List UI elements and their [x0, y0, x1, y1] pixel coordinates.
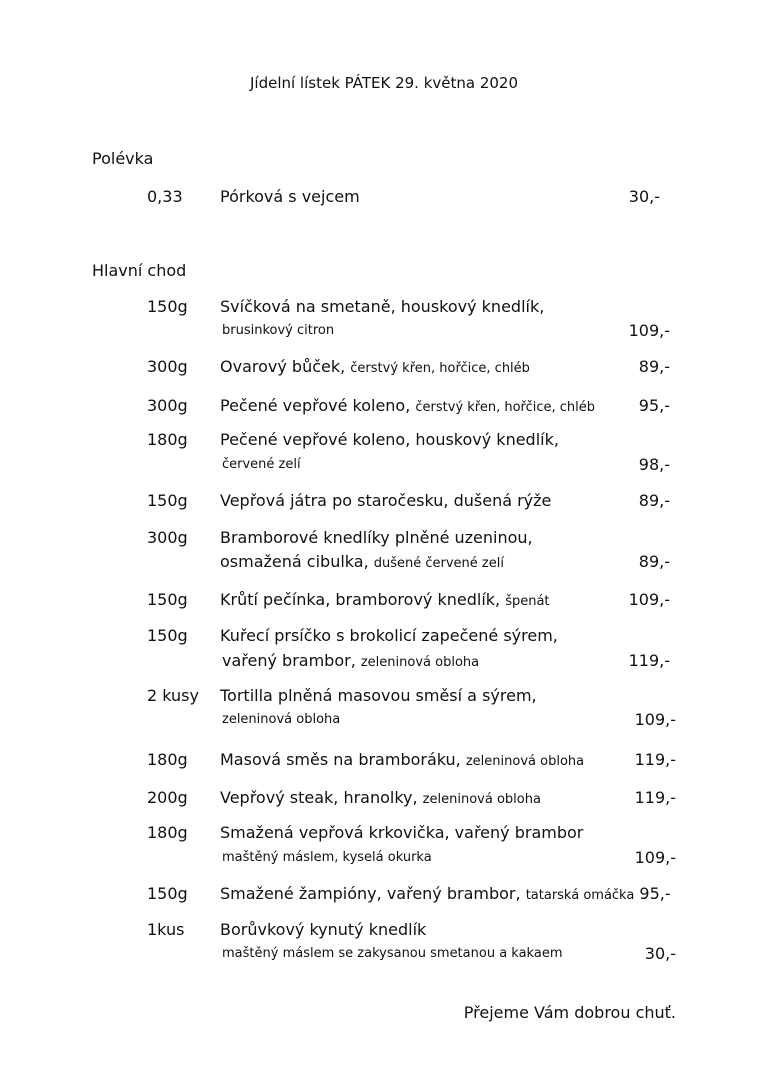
- section-heading-main: Hlavní chod: [92, 261, 187, 280]
- dish-sides: zeleninová obloha: [422, 792, 541, 807]
- dish-name: Pečené vepřové koleno, houskový knedlík,: [220, 430, 559, 449]
- soup-price: 30,-: [628, 187, 660, 206]
- closing-wish: Přejeme Vám dobrou chuť.: [463, 1003, 676, 1022]
- dish-price: 109,-: [634, 710, 676, 729]
- dish-name: Masová směs na bramboráku, zeleninová obloha: [220, 750, 585, 769]
- dish-qty: 150g: [147, 297, 188, 316]
- dish-qty: 300g: [147, 396, 188, 415]
- dish-qty: 200g: [147, 788, 188, 807]
- dish-sides: špenát: [505, 594, 550, 609]
- dish-price: 119,-: [628, 651, 670, 670]
- dish-price: 89,-: [638, 357, 670, 376]
- dish-price: 95,-: [638, 396, 670, 415]
- dish-price: 109,-: [628, 321, 670, 340]
- dish-sides: maštěný máslem, kyselá okurka: [222, 850, 432, 865]
- dish-name: Bramborové knedlíky plněné uzeninou,: [220, 528, 533, 547]
- dish-sides: osmažená cibulka, dušené červené zelí: [220, 552, 504, 571]
- dish-name: Vepřová játra po staročesku, dušená rýže: [220, 491, 552, 510]
- dish-price: 98,-: [638, 455, 670, 474]
- dish-price: 95,-: [639, 884, 671, 903]
- soup-name: Pórková s vejcem: [220, 187, 360, 206]
- dish-name: Tortilla plněná masovou směsí a sýrem,: [220, 686, 537, 705]
- dish-qty: 150g: [147, 491, 188, 510]
- dish-qty: 300g: [147, 357, 188, 376]
- dish-price: 89,-: [638, 491, 670, 510]
- dish-qty: 180g: [147, 823, 188, 842]
- dish-name: Borůvkový kynutý knedlík: [220, 920, 427, 939]
- soup-qty: 0,33: [147, 187, 183, 206]
- dish-sides: vařený brambor, zeleninová obloha: [222, 651, 480, 670]
- dish-qty: 1kus: [147, 920, 185, 939]
- section-heading-soup: Polévka: [92, 149, 154, 168]
- dish-qty: 150g: [147, 590, 188, 609]
- dish-sides: zeleninová obloha: [465, 754, 585, 769]
- dish-sides: tatarská omáčka: [525, 888, 635, 903]
- dish-price: 109,-: [634, 848, 676, 867]
- dish-name: Smažená vepřová krkovička, vařený brambor: [220, 823, 584, 842]
- dish-name: Ovarový bůček, čerstvý křen, hořčice, chléb: [220, 357, 530, 376]
- dish-name: Pečené vepřové koleno, čerstvý křen, hořčice, chléb: [220, 396, 596, 415]
- dish-qty: 150g: [147, 884, 188, 903]
- dish-qty: 2 kusy: [147, 686, 199, 705]
- dish-name: Vepřový steak, hranolky, zeleninová obloha: [220, 788, 541, 807]
- dish-name: Krůtí pečínka, bramborový knedlík, špenát: [220, 590, 550, 609]
- dish-name: Svíčková na smetaně, houskový knedlík,: [220, 297, 545, 316]
- dish-qty: 150g: [147, 626, 188, 645]
- dish-sides: červené zelí: [222, 457, 301, 472]
- dish-qty: 180g: [147, 750, 188, 769]
- dish-sides: čerstvý křen, hořčice, chléb: [415, 400, 596, 415]
- menu-title: Jídelní lístek PÁTEK 29. května 2020: [249, 74, 519, 92]
- dish-price: 119,-: [634, 750, 676, 769]
- dish-name: Kuřecí prsíčko s brokolicí zapečené sýrem,: [220, 626, 558, 645]
- dish-sides: maštěný máslem se zakysanou smetanou a kakaem: [222, 946, 563, 961]
- dish-price: 30,-: [644, 944, 676, 963]
- dish-name: Smažené žampióny, vařený brambor, tatarská omáčka 95,-: [220, 884, 671, 903]
- dish-qty: 180g: [147, 430, 188, 449]
- dish-sides: zeleninová obloha: [222, 712, 341, 727]
- dish-sides: brusinkový citron: [222, 323, 335, 338]
- dish-sides: čerstvý křen, hořčice, chléb: [350, 361, 530, 376]
- dish-price: 89,-: [638, 552, 670, 571]
- dish-price: 109,-: [628, 590, 670, 609]
- dish-price: 119,-: [634, 788, 676, 807]
- dish-qty: 300g: [147, 528, 188, 547]
